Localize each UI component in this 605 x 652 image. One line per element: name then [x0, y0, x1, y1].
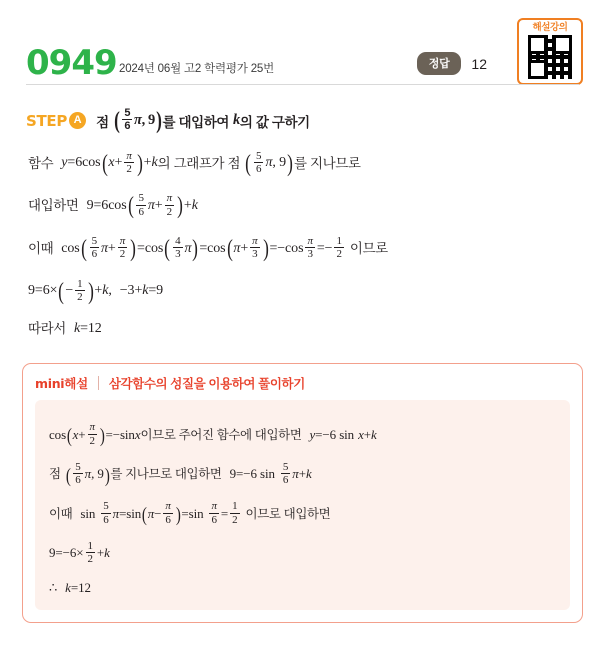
line1-pi2: π	[265, 155, 273, 171]
paren-open: (	[80, 235, 87, 262]
mini-tag-ko: 해설	[64, 377, 88, 392]
fraction-pi-3: $\frac{\pi}{3}$	[252, 234, 258, 261]
mini2-nine: 9	[229, 466, 236, 482]
line1-comma9: , 9	[272, 155, 287, 171]
line1-six: 6	[75, 155, 83, 171]
step-title-part2: 를 대입하여	[162, 114, 230, 130]
line1-plus: +	[114, 155, 123, 171]
fraction-pi-6: $\frac{\pi}{6}$	[165, 500, 171, 526]
mini2-ko1: 점	[49, 467, 61, 482]
answer-label: 정답	[417, 52, 462, 75]
fraction-5-6: $\frac{5}{6}$	[75, 460, 81, 487]
mini-title: 삼각함수의 성질을 이용하여 풀이하기	[108, 377, 305, 392]
mini-header	[35, 374, 570, 392]
fraction-1-2: $\frac{1}{2}$	[87, 540, 93, 566]
mini-line-1	[49, 422, 556, 448]
paren-close: )	[155, 108, 162, 135]
line4-times: ×	[49, 283, 58, 299]
fraction-4-3: $\frac{4}{3}$	[175, 234, 181, 261]
mini3-ko: 이때	[49, 507, 73, 522]
line4-plus2: +	[134, 283, 143, 299]
fraction-5-6: $\frac{5}{6}$	[138, 192, 144, 218]
answer-group	[417, 52, 487, 75]
line4-six: 6	[42, 283, 50, 299]
qr-code-icon	[528, 35, 572, 79]
mini1-x2: x	[134, 426, 141, 442]
problem-source: 2024년 06월 고2 학력평가 25번	[119, 63, 275, 75]
paren-close: )	[287, 150, 293, 177]
line4-minus: −	[65, 283, 74, 299]
fraction-1-2: $\frac{1}{2}$	[232, 500, 238, 526]
line3-cos3: cos	[207, 240, 226, 256]
line3-plus1: +	[107, 240, 116, 256]
line3-plus2: +	[240, 240, 249, 256]
fraction-pi-6: $\frac{\pi}{6}$	[211, 500, 217, 526]
line2-nine: 9	[86, 198, 94, 214]
comma-nine: , 9	[141, 112, 155, 129]
paren-open: (	[113, 108, 120, 135]
paren-close: )	[177, 193, 183, 220]
fraction-pi-2: $\frac{\pi}{2}$	[89, 421, 95, 447]
problem-number: 0949	[26, 43, 117, 83]
step-badge: A	[69, 112, 86, 129]
mini4-times: ×	[76, 545, 84, 561]
mini3-eq1: =	[119, 505, 127, 521]
fraction-5-6: $\frac{5}{6}$	[282, 460, 289, 487]
paren-close: )	[136, 150, 143, 177]
paren-open: (	[164, 235, 171, 262]
step-title-k: k	[233, 112, 240, 129]
paren-close: )	[87, 278, 94, 305]
mini1-k: k	[370, 426, 377, 442]
mini3-minus: −	[154, 505, 162, 521]
line3-minus-cos: −cos	[277, 240, 304, 256]
paren-open: (	[127, 193, 134, 220]
line3-minus: −	[324, 240, 333, 256]
mini5-val: 12	[78, 579, 91, 595]
line2-k: k	[191, 198, 198, 214]
mini-body	[35, 400, 570, 609]
mini2-ko2: 를 지나므로 대입하면	[110, 467, 222, 482]
mini4-eq: =	[55, 545, 63, 561]
mini1-eq: =	[105, 426, 113, 442]
line3-eq3: =	[269, 240, 278, 256]
fraction-5-6: $\frac{5}{6}$	[103, 500, 109, 526]
paren-close: )	[175, 504, 181, 527]
paren-close: )	[104, 464, 110, 487]
line4-comma: ,	[108, 283, 112, 299]
mini-tag	[35, 374, 88, 392]
line1-eq: =	[67, 155, 76, 171]
line2-plus: +	[154, 198, 163, 214]
mini2-k: k	[305, 466, 312, 482]
line3-eq1: =	[137, 240, 145, 256]
mini-line-5	[49, 581, 556, 596]
line1-x: x	[108, 155, 115, 171]
step-word: STEP	[26, 111, 68, 130]
line3-ko: 이때	[28, 240, 54, 256]
paren-open: (	[226, 235, 233, 262]
mini3-sin1: sin	[80, 505, 96, 521]
lecture-qr-box[interactable]	[517, 18, 583, 85]
line1-ko3: 를 지나므로	[293, 155, 361, 171]
mini5-k: k	[65, 579, 71, 595]
mini1-minus-sin: −sin	[112, 426, 135, 442]
line4-m3: −3	[119, 283, 135, 299]
fraction-1-2: $\frac{1}{2}$	[336, 234, 342, 261]
mini4-k: k	[104, 545, 110, 561]
line3-pi-sym: π	[233, 240, 241, 256]
paren-close: )	[262, 235, 269, 262]
line5-eq: =	[80, 321, 88, 337]
line1-cos: cos	[82, 155, 101, 171]
mini2-comma9: , 9	[91, 466, 104, 482]
line3-cos2: cos	[144, 240, 164, 256]
line1-plus2: +	[143, 155, 152, 171]
line4-k: k	[102, 283, 109, 299]
line3-eq4: =	[316, 240, 325, 256]
fraction-pi-2: $\frac{\pi}{2}$	[126, 149, 132, 175]
mini1-x: x	[72, 426, 79, 442]
solution-line-5	[28, 321, 577, 337]
line1-y: y	[61, 155, 68, 171]
mini1-y: y	[309, 426, 316, 442]
line4-plus: +	[94, 283, 103, 299]
step-title-part1: 점	[96, 114, 109, 130]
solution-line-3	[28, 236, 577, 262]
line2-plus2: +	[183, 198, 192, 214]
paren-open: (	[66, 425, 72, 448]
mini2-pi: π	[84, 466, 92, 482]
line4-nine: 9	[28, 283, 35, 299]
mini1-ko: 이므로 주어진 함수에 대입하면	[140, 427, 302, 442]
mini4-m6: −6	[62, 545, 77, 561]
mini-line-4	[49, 541, 556, 567]
mini1-cos: cos	[49, 426, 67, 442]
mini3-ko2: 이므로 대입하면	[245, 507, 331, 522]
paren-open: (	[58, 278, 65, 305]
line2-cos: cos	[108, 198, 127, 214]
mini-divider	[98, 376, 99, 390]
mini3-sin2: sin	[126, 505, 142, 521]
mini-line-3	[49, 501, 556, 527]
paren-open: (	[101, 150, 108, 177]
line3-pi-c: π	[184, 240, 192, 256]
fraction-5-6: $\frac{5}{6}$	[124, 107, 131, 133]
line1-ko1: 함수	[28, 155, 54, 171]
paren-open: (	[141, 504, 147, 527]
paren-close: )	[99, 425, 105, 448]
step-header	[22, 108, 583, 134]
line2-ko: 대입하면	[28, 198, 79, 214]
line1-ko2: 의 그래프가 점	[157, 155, 241, 171]
solution-body	[22, 151, 583, 338]
mini2-m6sin: −6 sin	[243, 466, 275, 482]
fraction-5-6: $\frac{5}{6}$	[256, 149, 262, 175]
line4-eq: =	[34, 283, 43, 299]
mini3-sin3: sin	[188, 505, 204, 521]
answer-value: 12	[471, 55, 487, 72]
therefore-symbol: ∴	[49, 579, 58, 595]
line4-k2: k	[142, 283, 149, 299]
line3-eq2: =	[199, 240, 208, 256]
pi-symbol: π	[134, 112, 142, 129]
solution-line-4	[28, 279, 577, 305]
qr-label: 해설강의	[532, 22, 568, 33]
step-title	[96, 108, 310, 134]
line2-six: 6	[101, 198, 109, 214]
line3-ko2: 이므로	[349, 240, 388, 256]
mini2-plus: +	[298, 466, 306, 482]
mini-explanation-box	[22, 363, 583, 622]
fraction-pi-2: $\frac{\pi}{2}$	[166, 192, 173, 218]
mini2-pi2: π	[292, 466, 299, 482]
mini1-plus2: +	[363, 426, 371, 442]
solution-line-1	[28, 151, 577, 177]
line5-val: 12	[87, 321, 102, 337]
line5-ko: 따라서	[28, 321, 66, 337]
paren-open: (	[65, 464, 71, 487]
line1-k: k	[151, 155, 158, 171]
mini4-plus: +	[96, 545, 105, 561]
header-divider	[26, 84, 579, 85]
mini1-plus: +	[78, 426, 86, 442]
line2-eq: =	[93, 198, 102, 214]
line5-k: k	[73, 321, 81, 337]
mini3-pi: π	[112, 505, 120, 521]
mini1-eq2: =	[315, 426, 323, 442]
mini1-m6sin: −6 sin	[322, 426, 355, 442]
line2-pi1: π	[147, 198, 155, 214]
step-title-part3: 의 값 구하기	[239, 114, 310, 130]
paren-close: )	[192, 235, 199, 262]
mini1-x3: x	[358, 426, 364, 442]
line3-cos1: cos	[61, 240, 80, 256]
paren-close: )	[130, 235, 136, 262]
mini3-eq3: =	[220, 505, 229, 521]
line4-nine2: 9	[156, 283, 164, 299]
line3-pi-a: π	[100, 240, 108, 256]
fraction-5-6: $\frac{5}{6}$	[91, 234, 97, 261]
mini2-eq: =	[235, 466, 244, 482]
fraction-pi-2: $\frac{\pi}{2}$	[119, 234, 126, 261]
mini3-pi-sym: π	[147, 505, 155, 521]
page-header	[22, 0, 583, 86]
solution-line-2	[28, 193, 577, 219]
mini4-nine: 9	[49, 545, 56, 561]
paren-open: (	[245, 150, 251, 177]
mini-tag-en: mini	[35, 376, 65, 392]
mini-line-2	[49, 462, 556, 488]
mini5-eq: =	[70, 579, 79, 595]
mini3-eq2: =	[181, 505, 189, 521]
fraction-1-2: $\frac{1}{2}$	[77, 277, 83, 303]
fraction-pi-3: $\frac{\pi}{3}$	[307, 234, 313, 261]
line4-eq2: =	[148, 283, 157, 299]
